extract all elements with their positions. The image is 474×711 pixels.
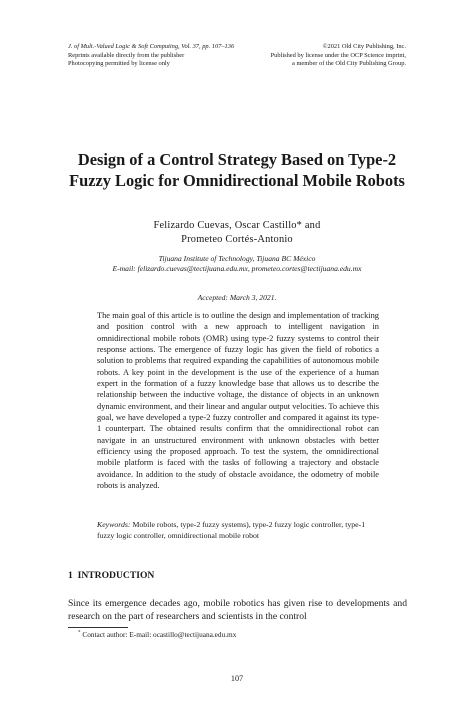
- license-line: Published by license under the OCP Science imprint,: [270, 51, 406, 59]
- footnote: [78, 630, 236, 639]
- keywords: [97, 519, 379, 542]
- introduction-text: Since its emergence decades ago, mobile robotics has given rise to developments and research on the part of researchers and scientists in the control: [68, 598, 407, 622]
- keywords-label: Keywords:: [97, 520, 131, 529]
- copyright-line: ©2021 Old City Publishing, Inc.: [322, 43, 406, 50]
- accepted-date: Accepted: March 3, 2021.: [197, 293, 277, 302]
- publisher-group-line: a member of the Old City Publishing Group.: [292, 60, 406, 68]
- running-header-left: [68, 43, 234, 69]
- photocopy-note: Photocopying permitted by license only: [68, 60, 170, 68]
- running-header-right: [271, 43, 406, 69]
- footnote-text: Contact author: E-mail: ocastillo@tectijuana.edu.mx: [82, 630, 237, 639]
- section-title: INTRODUCTION: [77, 570, 155, 581]
- author-emails: E-mail: felizardo.cuevas@tectijuana.edu.mx, prometeo.cortes@tectijuana.edu.mx: [112, 264, 362, 273]
- section-number: 1: [68, 570, 73, 581]
- footnote-marker: *: [78, 630, 81, 636]
- title-line-2: Fuzzy Logic for Omnidirectional Mobile Robots: [69, 171, 405, 190]
- author-line-1: Felizardo Cuevas, Oscar Castillo* and: [153, 220, 321, 231]
- author-line-2: Prometeo Cortés-Antonio: [181, 234, 293, 245]
- footnote-rule: [68, 627, 128, 628]
- keywords-text: Mobile robots, type-2 fuzzy systems), type-2 fuzzy logic controller, type-1 fuzzy logic controller, omnidirectional mobile robot: [97, 520, 366, 541]
- abstract: The main goal of this article is to outline the design and implementation of tracking and position control with a new approach to intelligent navigation in omnidirectional mobile robots (OMR) using type-2 fuzzy systems to control their response actions. The emergence of fuzzy logic has given the field of robotics a solution to problems that required expanding the capabilities of autonomous mobile robots. A key point in the development is the use of the experience of a human expert in the formation of a fuzzy knowledge base that allows us to describe the relationship between the inductive voltage, the distance of objects in an unknown dynamic environment, and their linear and angular output velocities. To achieve this goal, we have developed a type-2 fuzzy controller and compared it against its type-1 counterpart. The obtained results confirm that the omnidirectional robot can navigate in an unstructured environment with unknown obstacles with better efficiency using the proposed approach. To test the system, the omnidirectional mobile platform is faced with the tasks of following a trajectory and obstacle avoidance. In addition to the study of obstacle avoidance, the odometry of mobile robots is analyzed.: [97, 311, 379, 491]
- reprints-note: Reprints available directly from the publisher: [68, 51, 185, 59]
- author-list: [30, 219, 444, 247]
- institution: Tijuana Institute of Technology, Tijuana BC México: [158, 254, 316, 263]
- paper-title: [30, 149, 444, 191]
- page-number: 107: [230, 674, 244, 683]
- journal-citation: J. of Mult.-Valued Logic & Soft Computing, Vol. 37, pp. 107–136: [68, 43, 235, 50]
- affiliation-block: [30, 254, 444, 274]
- title-line-1: Design of a Control Strategy Based on Type-2: [77, 150, 397, 169]
- section-heading: [68, 570, 154, 581]
